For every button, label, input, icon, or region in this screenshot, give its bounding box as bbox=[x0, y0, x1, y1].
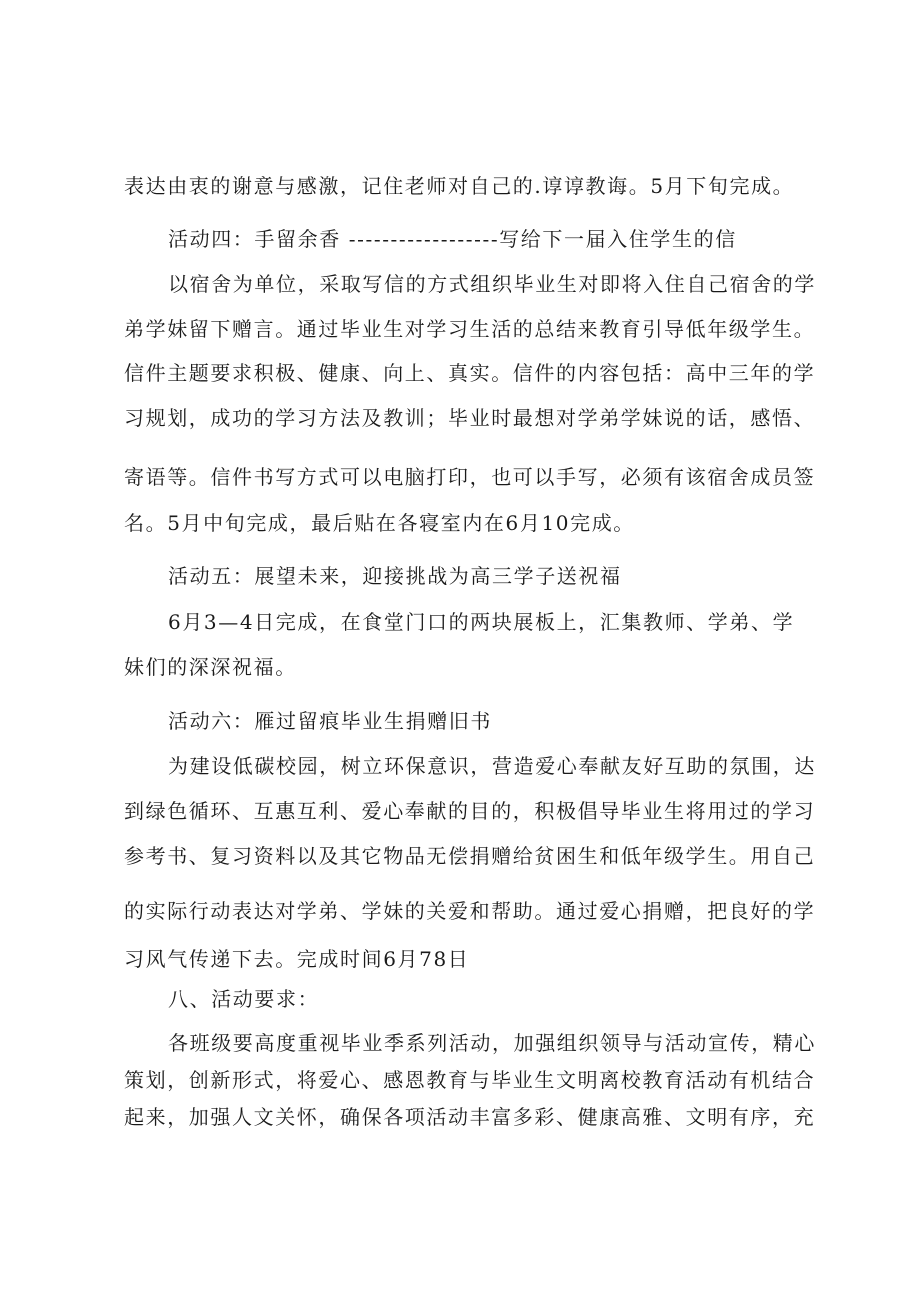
paragraph-line: 到绿色循环、互惠互利、爱心奉献的目的，积极倡导毕业生将用过的学习 bbox=[124, 799, 816, 823]
paragraph-line: 寄语等。信件书写方式可以电脑打印，也可以手写，必须有该宿舍成员签 bbox=[124, 465, 816, 489]
paragraph-line: 各班级要高度重视毕业季系列活动，加强组织领导与活动宣传，精心 bbox=[168, 1031, 816, 1055]
paragraph-line: 策划，创新形式，将爱心、感恩教育与毕业生文明离校教育活动有机结合 bbox=[124, 1068, 816, 1092]
paragraph-line: 的实际行动表达对学弟、学妹的关爱和帮助。通过爱心捐赠，把良好的学 bbox=[124, 899, 816, 923]
activity-four-heading: 活动四：手留余香 ------------------写给下一届入住学生的信 bbox=[168, 227, 737, 251]
paragraph-line: 以宿舍为单位，采取写信的方式组织毕业生对即将入住自己宿舍的学 bbox=[168, 272, 816, 296]
paragraph-line: 为建设低碳校园，树立环保意识，营造爱心奉献友好互助的氛围，达 bbox=[168, 754, 816, 778]
paragraph-line: 习风气传递下去。完成时间6月78日 bbox=[124, 947, 470, 971]
section-eight-heading: 八、活动要求： bbox=[168, 987, 320, 1011]
paragraph-line: 弟学妹留下赠言。通过毕业生对学习生活的总结来教育引导低年级学生。 bbox=[124, 317, 816, 341]
paragraph-line: 6月3—4日完成，在食堂门口的两块展板上，汇集教师、学弟、学 bbox=[168, 610, 795, 634]
paragraph-line: 参考书、复习资料以及其它物品无偿捐赠给贫困生和低年级学生。用自己 bbox=[124, 844, 816, 868]
paragraph-line: 起来，加强人文关怀，确保各项活动丰富多彩、健康高雅、文明有序，充 bbox=[124, 1105, 816, 1129]
activity-five-heading: 活动五：展望未来，迎接挑战为高三学子送祝福 bbox=[168, 564, 622, 588]
paragraph-line: 妹们的深深祝福。 bbox=[124, 655, 297, 679]
paragraph-line: 习规划，成功的学习方法及教训；毕业时最想对学弟学妹说的话，感悟、 bbox=[124, 406, 816, 430]
paragraph-line: 信件主题要求积极、健康、向上、真实。信件的内容包括：高中三年的学 bbox=[124, 361, 816, 385]
activity-six-heading: 活动六：雁过留痕毕业生捐赠旧书 bbox=[168, 709, 492, 733]
paragraph-line: 名。5月中旬完成，最后贴在各寝室内在6月10完成。 bbox=[124, 511, 635, 535]
paragraph-line: 表达由衷的谢意与感激，记住老师对自己的.谆谆教诲。5月下旬完成。 bbox=[124, 174, 795, 198]
